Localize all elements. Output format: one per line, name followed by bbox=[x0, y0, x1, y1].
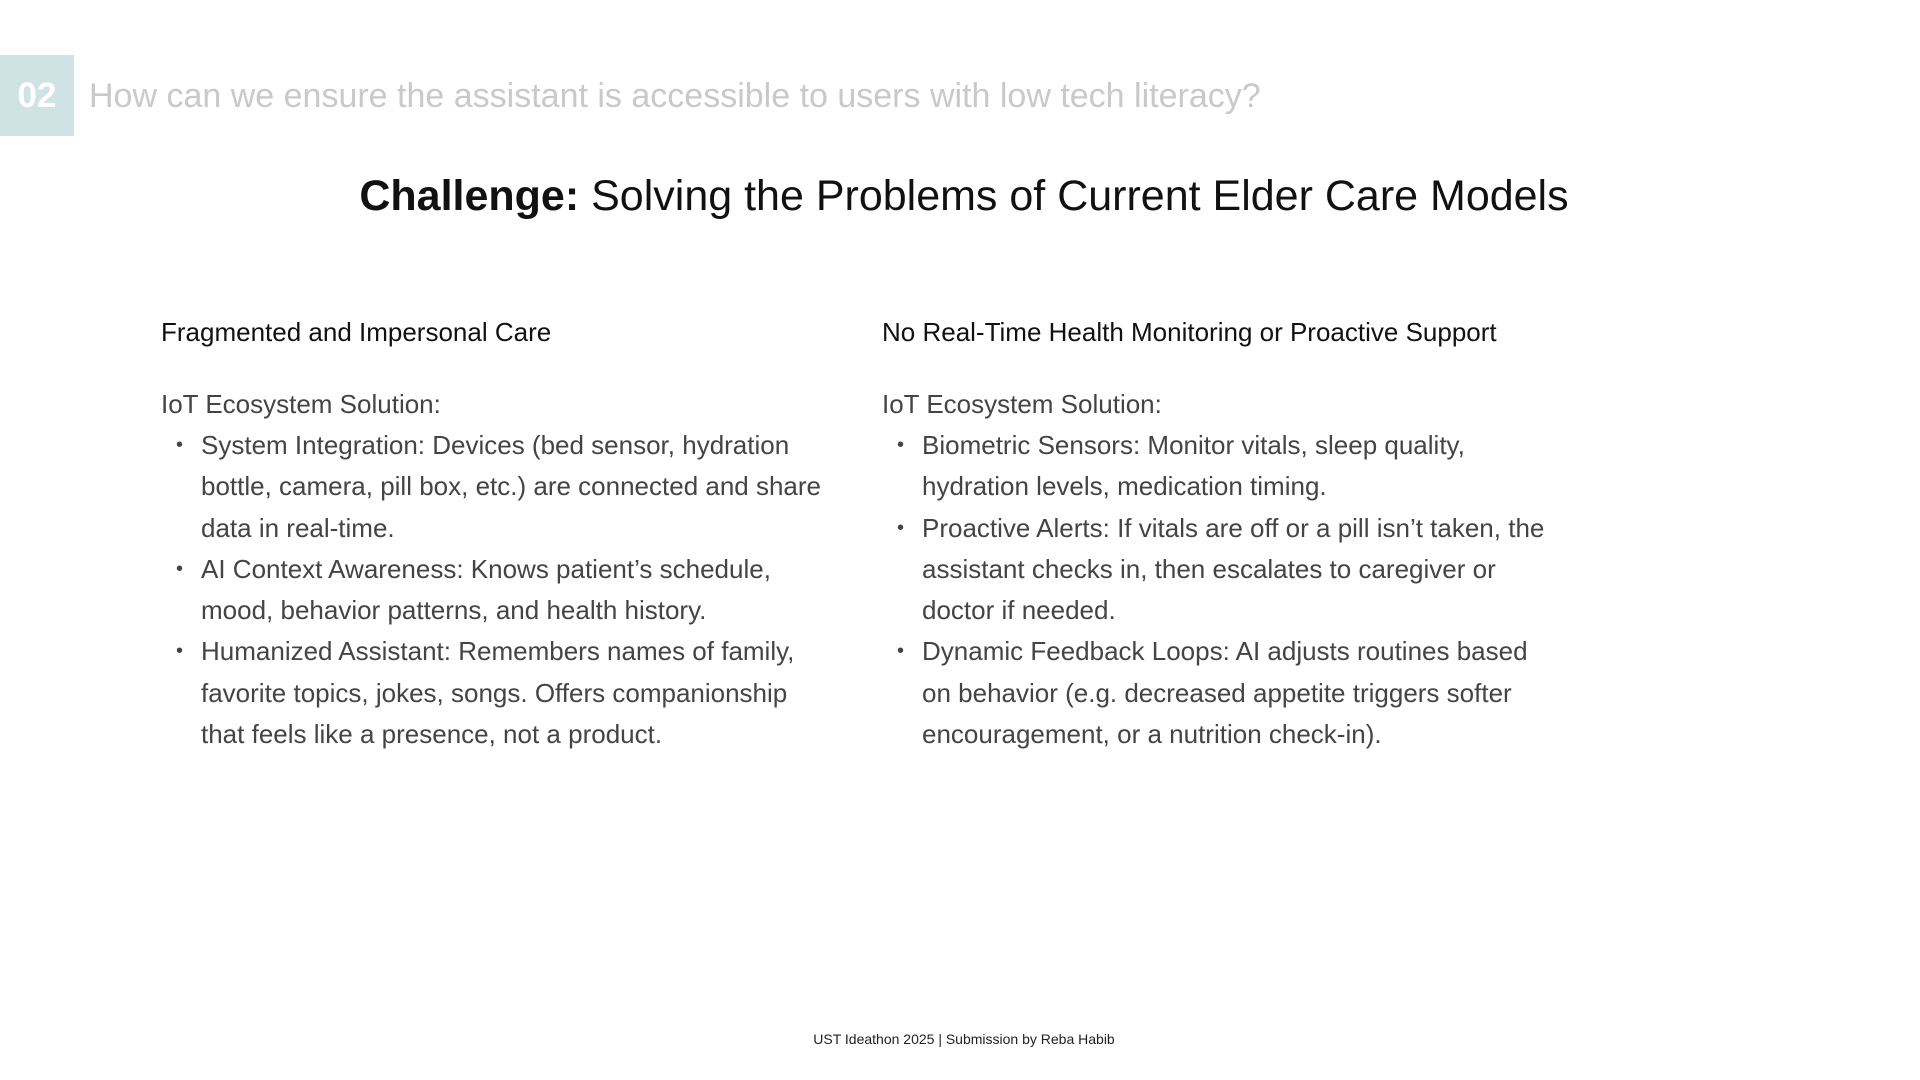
page-title-bold: Challenge: bbox=[359, 172, 580, 220]
list-item: • Dynamic Feedback Loops: AI adjusts routines based on behavior (e.g. decreased appetite triggers softer encouragement, or a nutrition check-in). bbox=[882, 631, 1562, 755]
page-title-rest: Solving the Problems of Current Elder Care Models bbox=[579, 172, 1569, 220]
section-question: How can we ensure the assistant is accessible to users with low tech literacy? bbox=[89, 77, 1261, 115]
right-column bbox=[882, 312, 1562, 755]
right-bullet-list bbox=[882, 425, 1562, 755]
left-bullet-list bbox=[161, 425, 821, 755]
footer-credit: UST Ideathon 2025 | Submission by Reba Habib bbox=[813, 1031, 1115, 1047]
section-number-badge: 02 bbox=[0, 55, 74, 136]
page-title bbox=[0, 168, 1920, 224]
list-item: • System Integration: Devices (bed sensor, hydration bottle, camera, pill box, etc.) are connected and share data in real-time. bbox=[161, 425, 821, 549]
list-item: • Proactive Alerts: If vitals are off or a pill isn’t taken, the assistant checks in, then escalates to caregiver or doctor if needed. bbox=[882, 508, 1562, 632]
list-item: • Humanized Assistant: Remembers names of family, favorite topics, jokes, songs. Offers companionship that feels like a presence, not a product. bbox=[161, 631, 821, 755]
left-column-heading: Fragmented and Impersonal Care bbox=[161, 317, 552, 347]
left-column-subheading: IoT Ecosystem Solution: bbox=[161, 389, 441, 419]
list-item: • Biometric Sensors: Monitor vitals, sleep quality, hydration levels, medication timing. bbox=[882, 425, 1562, 508]
list-item: • AI Context Awareness: Knows patient’s schedule, mood, behavior patterns, and health history. bbox=[161, 549, 821, 632]
left-column bbox=[161, 312, 821, 755]
right-column-subheading: IoT Ecosystem Solution: bbox=[882, 389, 1162, 419]
right-column-heading: No Real-Time Health Monitoring or Proactive Support bbox=[882, 317, 1497, 347]
